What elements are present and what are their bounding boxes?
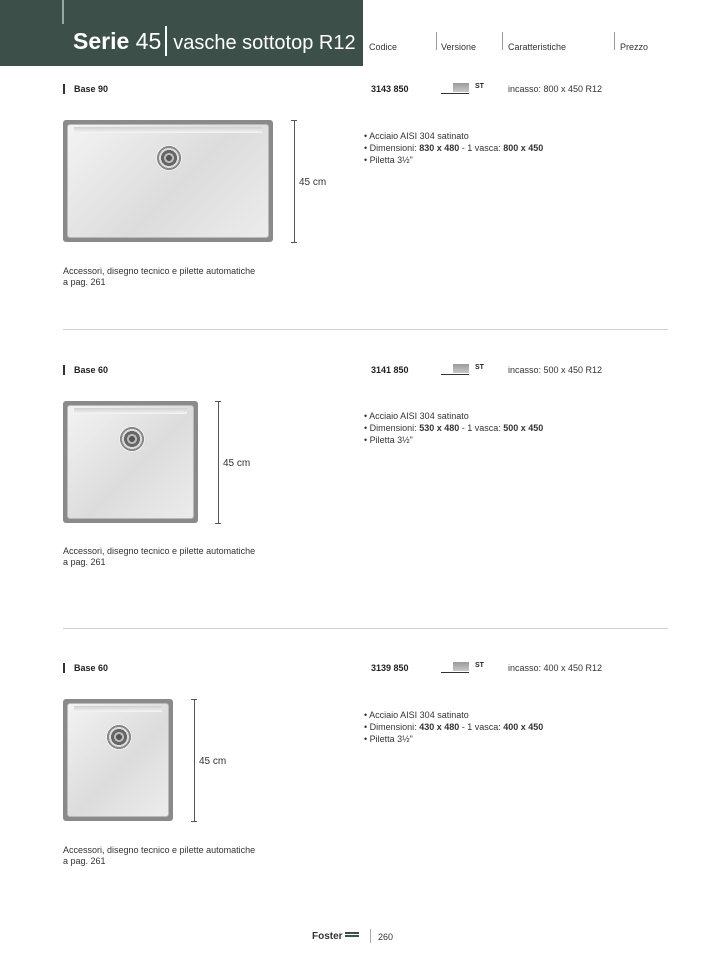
feature-item: • Dimensioni: 530 x 480 - 1 vasca: 500 x 450 [364, 423, 544, 433]
depth-dimension-line [194, 699, 195, 821]
page-subtitle: vasche sottotop R12 [173, 32, 356, 54]
feature-item: • Piletta 3½" [364, 155, 413, 165]
dimension-cap [191, 821, 197, 822]
version-swatch [453, 364, 469, 373]
sink-image [63, 120, 273, 242]
page-number: 260 [378, 932, 394, 942]
column-divider [502, 32, 503, 50]
drain-icon [106, 724, 132, 750]
accessories-note: Accessori, disegno tecnico e pilette automatiche a pag. 261 [63, 266, 256, 287]
feature-item: • Acciaio AISI 304 satinato [364, 411, 469, 421]
logo-mark-icon [345, 932, 359, 938]
feature-item: • Acciaio AISI 304 satinato [364, 710, 469, 720]
version-swatch [453, 662, 469, 671]
series-name: Serie [73, 28, 130, 54]
header-accent-line [62, 0, 64, 24]
column-header-versione: Versione [441, 42, 477, 52]
depth-label: 45 cm [199, 756, 227, 767]
dimension-cap [191, 699, 197, 700]
title-separator [165, 26, 167, 56]
dimension-cap [291, 120, 297, 121]
version-swatch [453, 83, 469, 92]
product-code: 3139 850 [371, 663, 409, 673]
feature-item: • Dimensioni: 430 x 480 - 1 vasca: 400 x 450 [364, 722, 544, 732]
dimension-cap [291, 242, 297, 243]
sink-image [63, 699, 173, 821]
column-divider [614, 32, 615, 50]
version-line [441, 93, 469, 94]
section-divider [63, 329, 668, 330]
accessories-note: Accessori, disegno tecnico e pilette automatiche a pag. 261 [63, 546, 256, 567]
sink-basin [67, 405, 194, 519]
depth-dimension-line [218, 401, 219, 523]
feature-item: • Acciaio AISI 304 satinato [364, 131, 469, 141]
sink-basin [67, 703, 169, 817]
product-name: Base 60 [74, 663, 109, 673]
feature-list [364, 410, 543, 446]
product-section [0, 661, 710, 941]
drain-icon [119, 426, 145, 452]
product-code: 3143 850 [371, 84, 409, 94]
product-code: 3141 850 [371, 365, 409, 375]
incasso-spec: incasso: 800 x 450 R12 [508, 84, 603, 94]
footer-separator [370, 929, 371, 943]
version-label: ST [475, 83, 484, 90]
page-title [73, 26, 356, 57]
feature-list [364, 130, 543, 166]
version-line [441, 672, 469, 673]
drain-icon [156, 145, 182, 171]
dimension-cap [215, 401, 221, 402]
dimension-cap [215, 523, 221, 524]
section-marker [63, 84, 65, 94]
section-divider [63, 628, 668, 629]
sink-image [63, 401, 198, 523]
feature-item: • Piletta 3½" [364, 734, 413, 744]
section-marker [63, 663, 65, 673]
sink-basin [67, 124, 269, 238]
accessories-note: Accessori, disegno tecnico e pilette automatiche a pag. 261 [63, 845, 256, 866]
column-header-codice: Codice [369, 42, 398, 52]
version-label: ST [475, 662, 484, 669]
incasso-spec: incasso: 500 x 450 R12 [508, 365, 603, 375]
feature-item: • Dimensioni: 830 x 480 - 1 vasca: 800 x 450 [364, 143, 544, 153]
incasso-spec: incasso: 400 x 450 R12 [508, 663, 603, 673]
column-header-prezzo: Prezzo [620, 42, 649, 52]
series-number: 45 [135, 28, 162, 54]
feature-item: • Piletta 3½" [364, 435, 413, 445]
version-line [441, 374, 469, 375]
depth-label: 45 cm [223, 458, 251, 469]
column-header-caratteristiche: Caratteristiche [508, 42, 567, 52]
product-name: Base 90 [74, 84, 109, 94]
depth-dimension-line [294, 120, 295, 242]
column-divider [436, 32, 437, 50]
depth-label: 45 cm [299, 177, 327, 188]
brand-logo: Foster [312, 931, 359, 942]
version-label: ST [475, 364, 484, 371]
product-name: Base 60 [74, 365, 109, 375]
section-marker [63, 365, 65, 375]
feature-list [364, 709, 543, 745]
product-section [0, 363, 710, 643]
product-section [0, 82, 710, 362]
